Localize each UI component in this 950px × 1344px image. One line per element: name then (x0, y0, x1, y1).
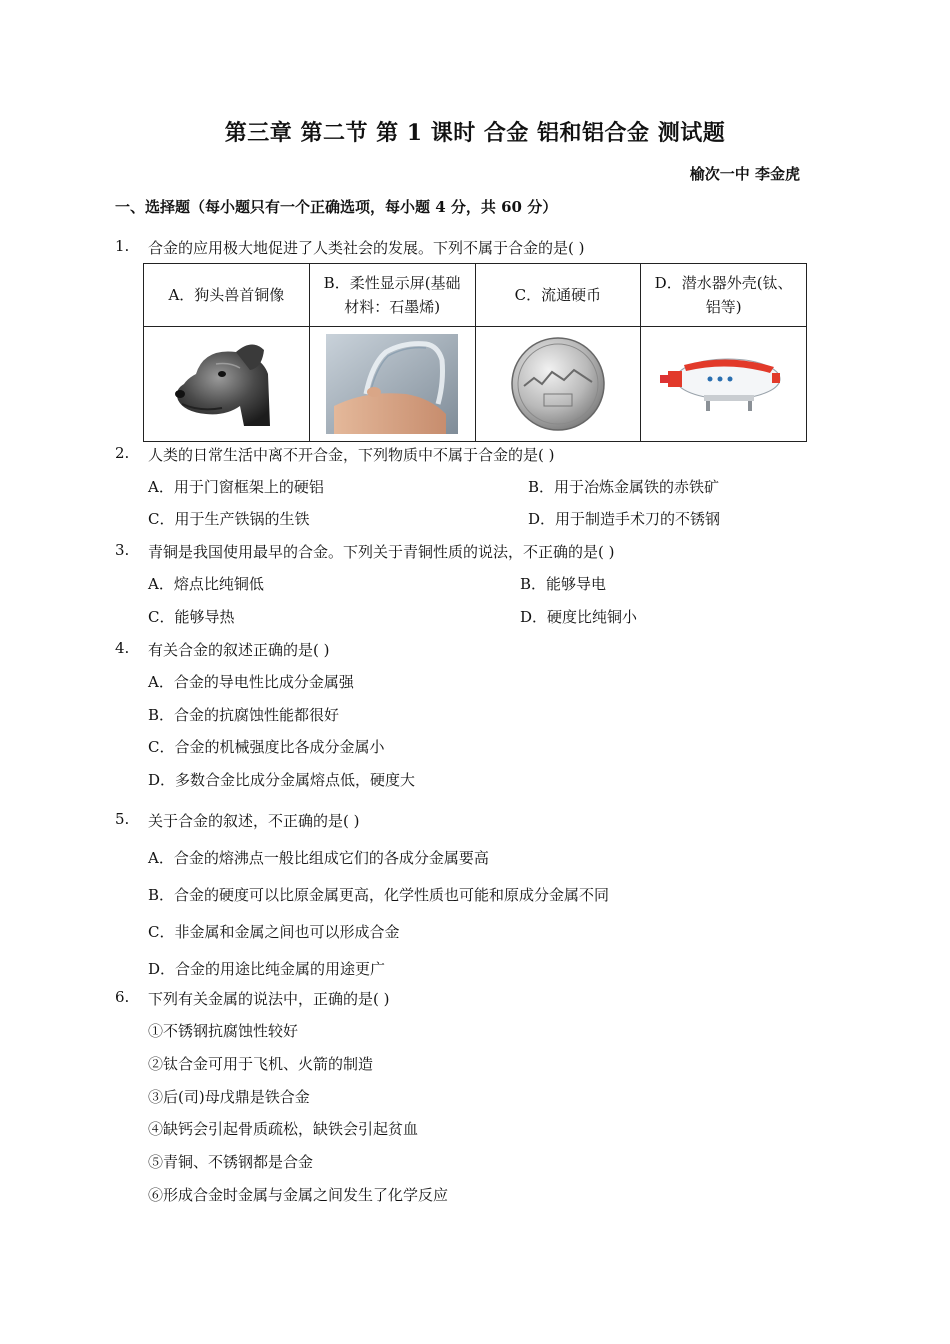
question-3-text: 青铜是我国使用最早的合金。下列关于青铜性质的说法，不正确的是( ) (148, 543, 615, 561)
option-a-label: A．狗头兽首铜像 (168, 286, 285, 304)
question-6-statement-6: ⑥形成合金时金属与金属之间发生了化学反应 (148, 1186, 449, 1204)
question-2-option-b: B．用于冶炼金属铁的赤铁矿 (528, 478, 720, 496)
option-c-cell (475, 264, 641, 327)
question-3-option-c: C．能够导热 (148, 608, 235, 626)
submersible-image (654, 349, 794, 419)
option-d-label-line1: D．潜水器外壳(钛、 (654, 274, 793, 292)
question-5-number: 5. (115, 810, 130, 828)
question-3-option-d: D．硬度比纯铜小 (520, 608, 638, 626)
author: 榆次一中 李金虎 (689, 165, 800, 183)
question-5-option-d: D．合金的用途比纯金属的用途更广 (148, 960, 386, 978)
option-c-label: C．流通硬币 (514, 286, 602, 304)
question-2-option-d: D．用于制造手术刀的不锈钢 (528, 510, 721, 528)
question-6-statement-5: ⑤青铜、不锈钢都是合金 (148, 1153, 314, 1171)
question-4-option-c: C．合金的机械强度比各成分金属小 (148, 738, 385, 756)
bronze-dog-head-image (166, 334, 286, 434)
question-4-text: 有关合金的叙述正确的是( ) (148, 641, 330, 659)
page-title: 第三章 第二节 第 1 课时 合金 铝和铝合金 测试题 (224, 120, 726, 146)
question-4-option-d: D．多数合金比成分金属熔点低，硬度大 (148, 771, 416, 789)
question-4-number: 4. (115, 639, 130, 657)
option-b-label-line1: B．柔性显示屏(基础 (323, 274, 461, 292)
option-d-image-cell (641, 327, 807, 442)
question-6-number: 6. (115, 988, 130, 1006)
question-3-option-a: A．熔点比纯铜低 (148, 575, 264, 593)
question-2-number: 2. (115, 444, 130, 462)
question-2-option-c: C．用于生产铁锅的生铁 (148, 510, 310, 528)
question-5-option-a: A．合金的熔沸点一般比组成它们的各成分金属要高 (148, 849, 489, 867)
option-b-label-line2: 材料：石墨烯) (344, 298, 441, 316)
coin-image (508, 334, 608, 434)
question-6-statement-2: ②钛合金可用于飞机、火箭的制造 (148, 1055, 374, 1073)
question-2-text: 人类的日常生活中离不开合金，下列物质中不属于合金的是( ) (148, 446, 555, 464)
question-6-text: 下列有关金属的说法中，正确的是( ) (148, 990, 390, 1008)
question-4-option-b: B．合金的抗腐蚀性能都很好 (148, 706, 340, 724)
question-1-number: 1. (115, 237, 130, 255)
question-5-text: 关于合金的叙述，不正确的是( ) (148, 812, 360, 830)
question-6-statement-4: ④缺钙会引起骨质疏松，缺铁会引起贫血 (148, 1120, 419, 1138)
option-a-image-cell (144, 327, 310, 442)
option-d-label-line2: 铝等) (705, 298, 742, 316)
option-b-cell (309, 264, 475, 327)
question-1-options-table (143, 263, 807, 442)
flexible-screen-image (326, 334, 458, 434)
option-a-cell (144, 264, 310, 327)
question-4-option-a: A．合金的导电性比成分金属强 (148, 673, 354, 691)
question-2-option-a: A．用于门窗框架上的硬铝 (148, 478, 324, 496)
section-heading: 一、选择题（每小题只有一个正确选项，每小题 4 分，共 60 分） (115, 198, 558, 216)
question-6-statement-1: ①不锈钢抗腐蚀性较好 (148, 1022, 299, 1040)
question-3-number: 3. (115, 541, 130, 559)
question-5-option-c: C．非金属和金属之间也可以形成合金 (148, 923, 400, 941)
question-3-option-b: B．能够导电 (520, 575, 607, 593)
option-d-cell (641, 264, 807, 327)
question-5-option-b: B．合金的硬度可以比原金属更高，化学性质也可能和原成分金属不同 (148, 886, 610, 904)
question-6-statement-3: ③后(司)母戊鼎是铁合金 (148, 1088, 310, 1106)
option-c-image-cell (475, 327, 641, 442)
option-b-image-cell (309, 327, 475, 442)
question-1-text: 合金的应用极大地促进了人类社会的发展。下列不属于合金的是( ) (148, 239, 585, 257)
